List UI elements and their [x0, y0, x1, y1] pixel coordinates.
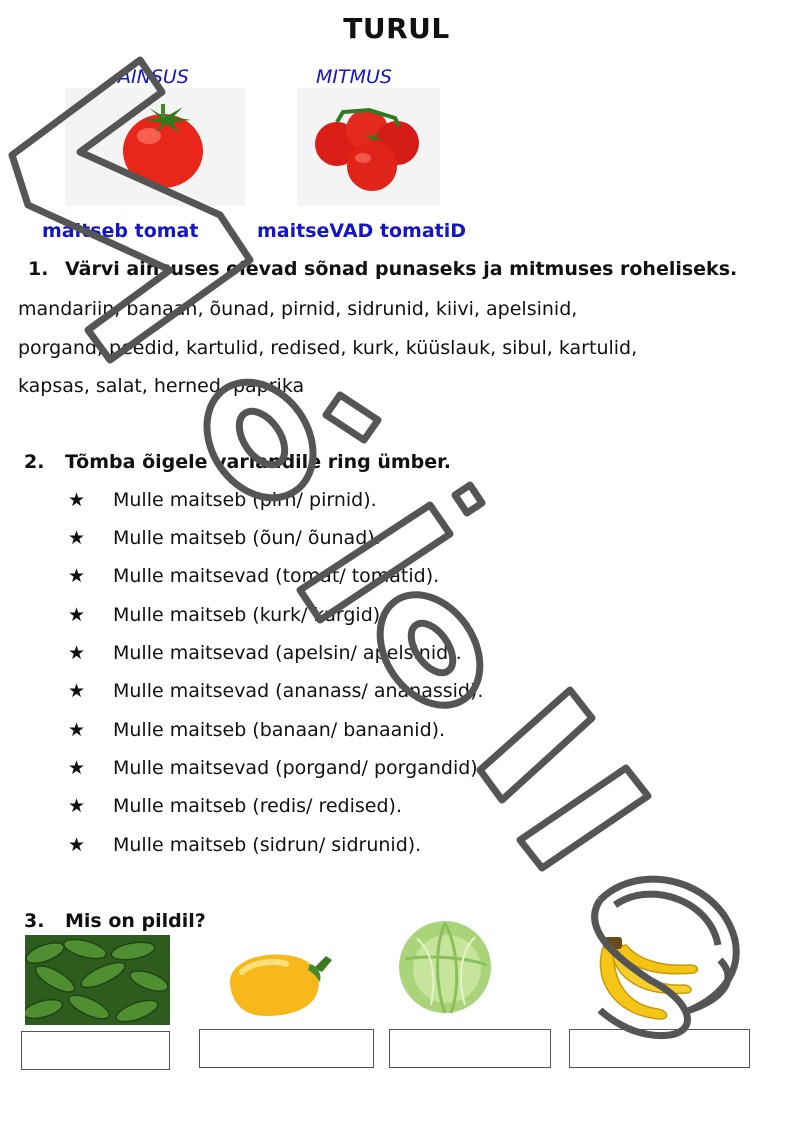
answer-box-pepper[interactable]	[199, 1029, 374, 1068]
list-item: ★ Mulle maitsevad (ananass/ ananassid).	[68, 672, 483, 710]
answer-box-cabbage[interactable]	[389, 1029, 551, 1068]
star-icon: ★	[68, 719, 86, 741]
task3-number: 3.	[24, 910, 45, 932]
task1-number: 1.	[28, 258, 49, 280]
star-icon: ★	[68, 565, 86, 587]
cabbage-image	[395, 915, 495, 1015]
list-item: ★ Mulle maitseb (õun/ õunad).	[68, 519, 381, 557]
star-icon: ★	[68, 757, 86, 779]
answer-box-bananas[interactable]	[569, 1029, 750, 1068]
word-list-line: mandariin, banaan, õunad, pirnid, sidrunid, kiivi, apelsinid,	[18, 298, 578, 320]
list-item: ★ Mulle maitseb (redis/ redised).	[68, 787, 402, 825]
star-icon: ★	[68, 604, 86, 626]
page-title: TURUL	[343, 12, 450, 45]
bananas-image	[590, 935, 705, 1025]
task1-instruction: Värvi ainsuses olevad sõnad punaseks ja mitmuses roheliseks.	[65, 258, 738, 280]
task3-instruction: Mis on pildil?	[65, 910, 206, 932]
list-item: ★ Mulle maitsevad (porgand/ porgandid).	[68, 749, 484, 787]
task1-word-list	[18, 290, 778, 406]
tomato-single-image	[65, 88, 245, 206]
star-icon: ★	[68, 642, 86, 664]
singular-caption: maitseb tomat	[42, 220, 199, 242]
star-icon: ★	[68, 834, 86, 856]
list-item: ★ Mulle maitseb (banaan/ banaanid).	[68, 711, 445, 749]
list-item: ★ Mulle maitsevad (apelsin/ apelsinid).	[68, 634, 462, 672]
yellow-pepper-image	[222, 942, 337, 1022]
task2-instruction: Tõmba õigele variandile ring ümber.	[65, 451, 452, 473]
list-item: ★ Mulle maitseb (sidrun/ sidrunid).	[68, 826, 421, 864]
word-list-line: porgand, peedid, kartulid, redised, kurk, küüslauk, sibul, kartulid,	[18, 336, 638, 359]
plural-label: MITMUS	[316, 66, 392, 88]
star-icon: ★	[68, 527, 86, 549]
cucumbers-image	[25, 935, 170, 1025]
task2-number: 2.	[24, 451, 45, 473]
tomatoes-bunch-image	[297, 88, 440, 206]
answer-box-cucumbers[interactable]	[21, 1031, 170, 1070]
word-list-line: kapsas, salat, herned, paprika	[18, 375, 305, 397]
star-icon: ★	[68, 680, 86, 702]
list-item: ★ Mulle maitseb (kurk/ kurgid).	[68, 596, 386, 634]
plural-caption: maitseVAD tomatiD	[257, 220, 467, 242]
singular-label: AINSUS	[118, 66, 189, 88]
star-icon: ★	[68, 489, 86, 511]
star-icon: ★	[68, 795, 86, 817]
list-item: ★ Mulle maitsevad (tomat/ tomatid).	[68, 557, 439, 595]
list-item: ★ Mulle maitseb (pirn/ pirnid).	[68, 481, 377, 519]
